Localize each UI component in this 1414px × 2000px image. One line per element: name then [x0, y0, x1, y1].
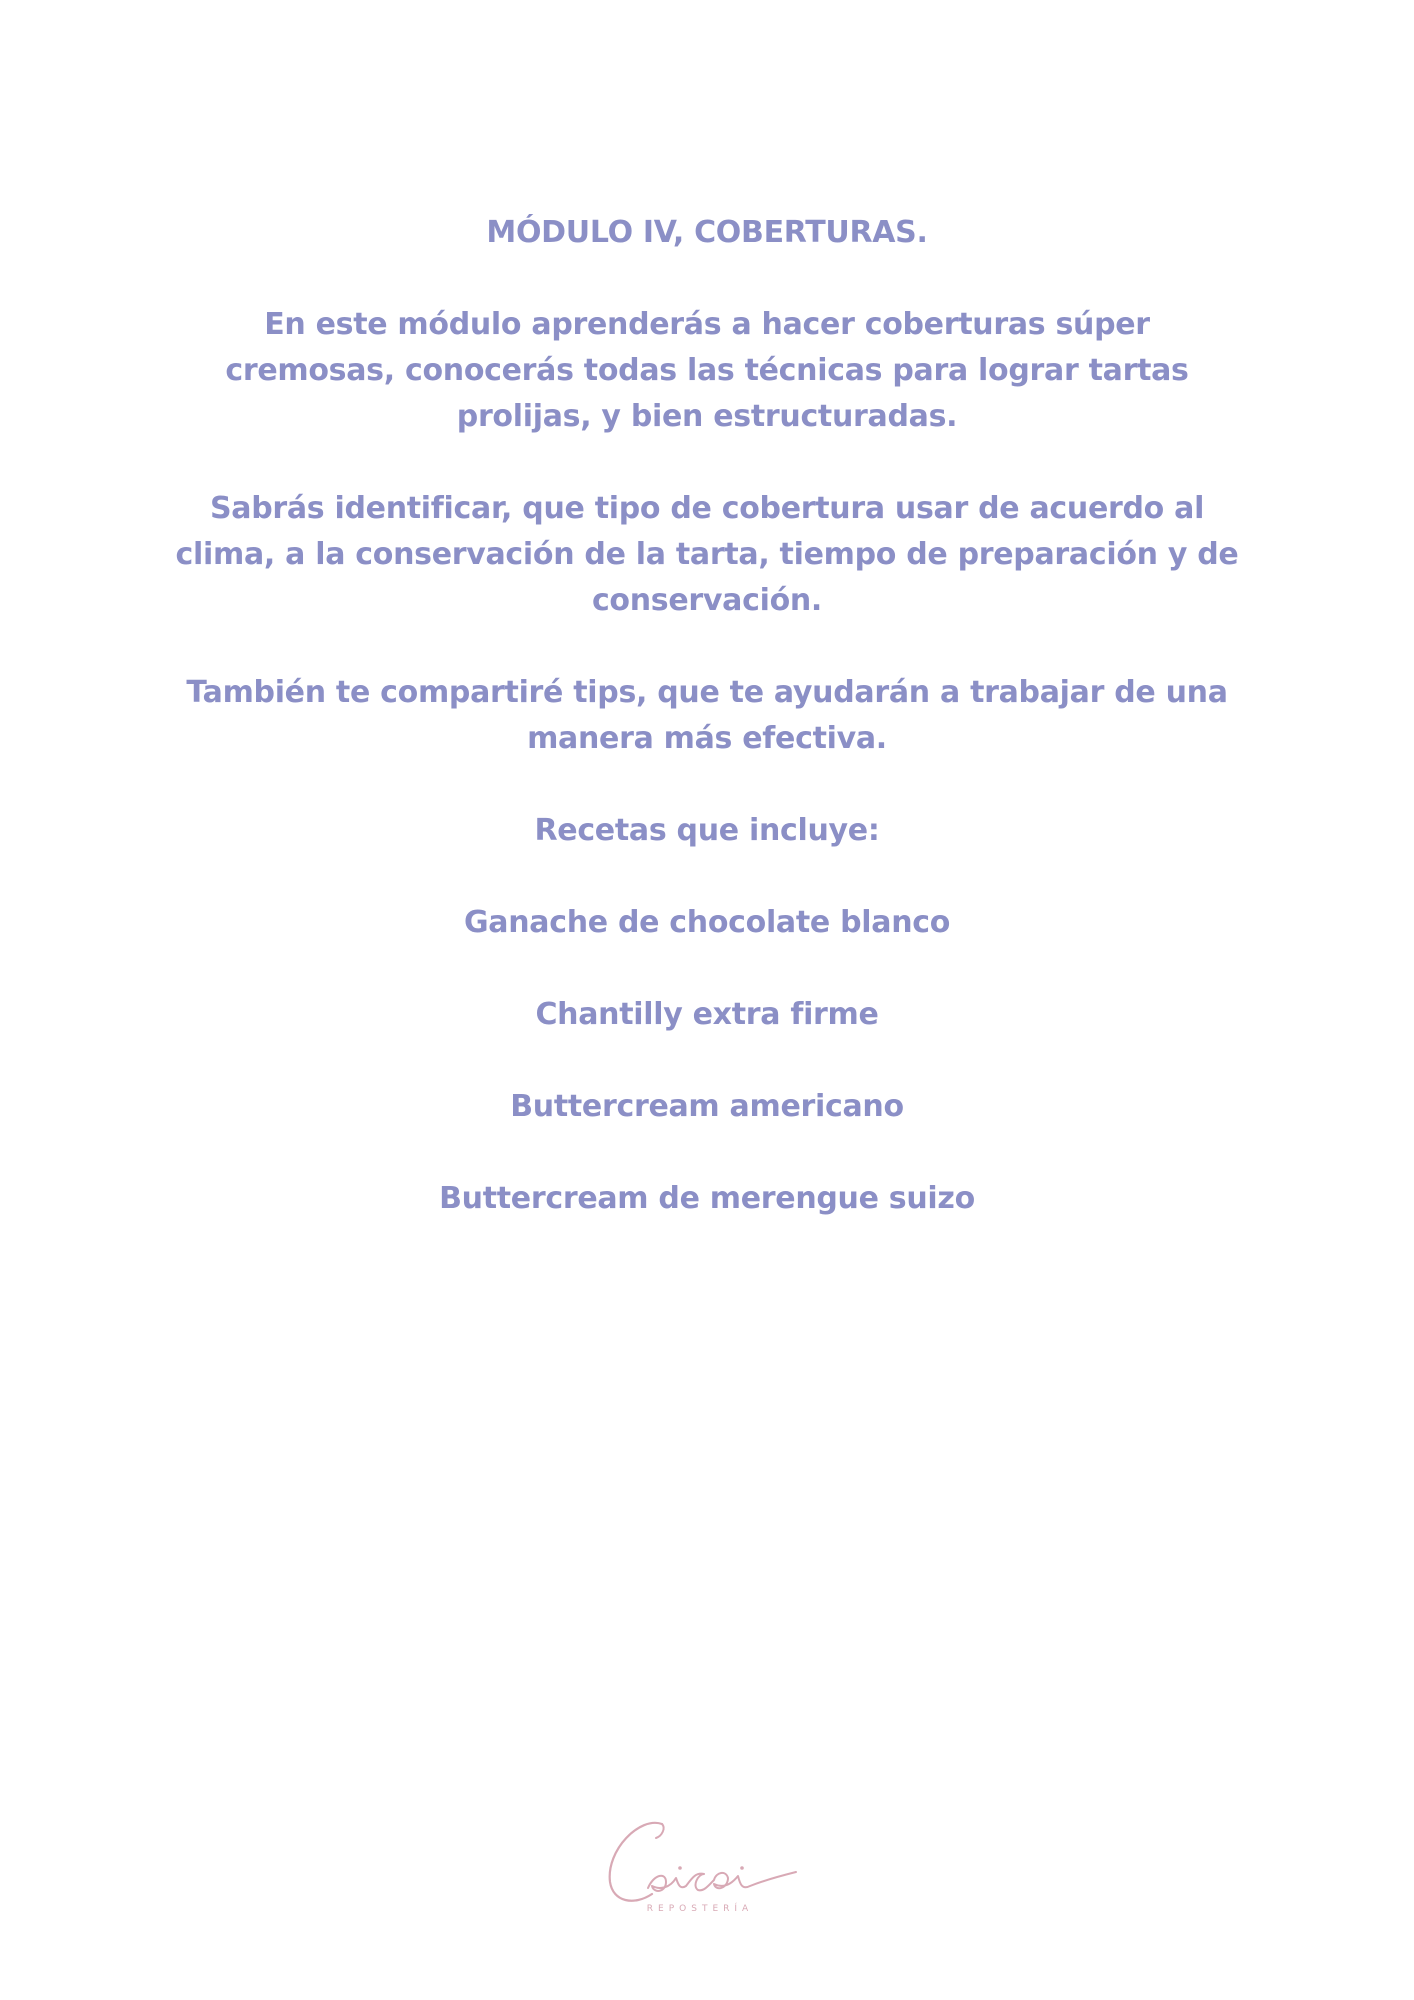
document-body	[160, 210, 1254, 1222]
module-title: MÓDULO IV, COBERTURAS.	[486, 215, 928, 250]
identify-line-3: conservación.	[591, 583, 823, 618]
tips-line-1: También te compartiré tips, que te ayudarán a trabajar de una	[186, 675, 1228, 710]
recipe-item: Ganache de chocolate blanco	[463, 905, 951, 940]
coicoi-logo	[600, 1810, 830, 1920]
recipe-item: Buttercream de merengue suizo	[439, 1181, 975, 1216]
intro-line-1: En este módulo aprenderás a hacer coberturas súper	[264, 307, 1150, 342]
identify-line-1: Sabrás identificar, que tipo de cobertura usar de acuerdo al	[209, 491, 1205, 526]
tips-line-2: manera más efectiva.	[527, 721, 887, 756]
logo-subtitle-glyphs: REPOSTERÍA	[646, 1904, 754, 1914]
recipe-item: Buttercream americano	[510, 1089, 904, 1124]
coicoi-logo-mark	[600, 1810, 830, 1920]
intro-line-3: prolijas, y bien estructuradas.	[456, 399, 958, 434]
recipes-heading: Recetas que incluye:	[534, 813, 880, 848]
recipe-item: Chantilly extra firme	[535, 997, 879, 1032]
intro-line-2: cremosas, conocerás todas las técnicas para lograr tartas	[225, 353, 1189, 388]
identify-line-2: clima, a la conservación de la tarta, tiempo de preparación y de	[175, 537, 1239, 572]
